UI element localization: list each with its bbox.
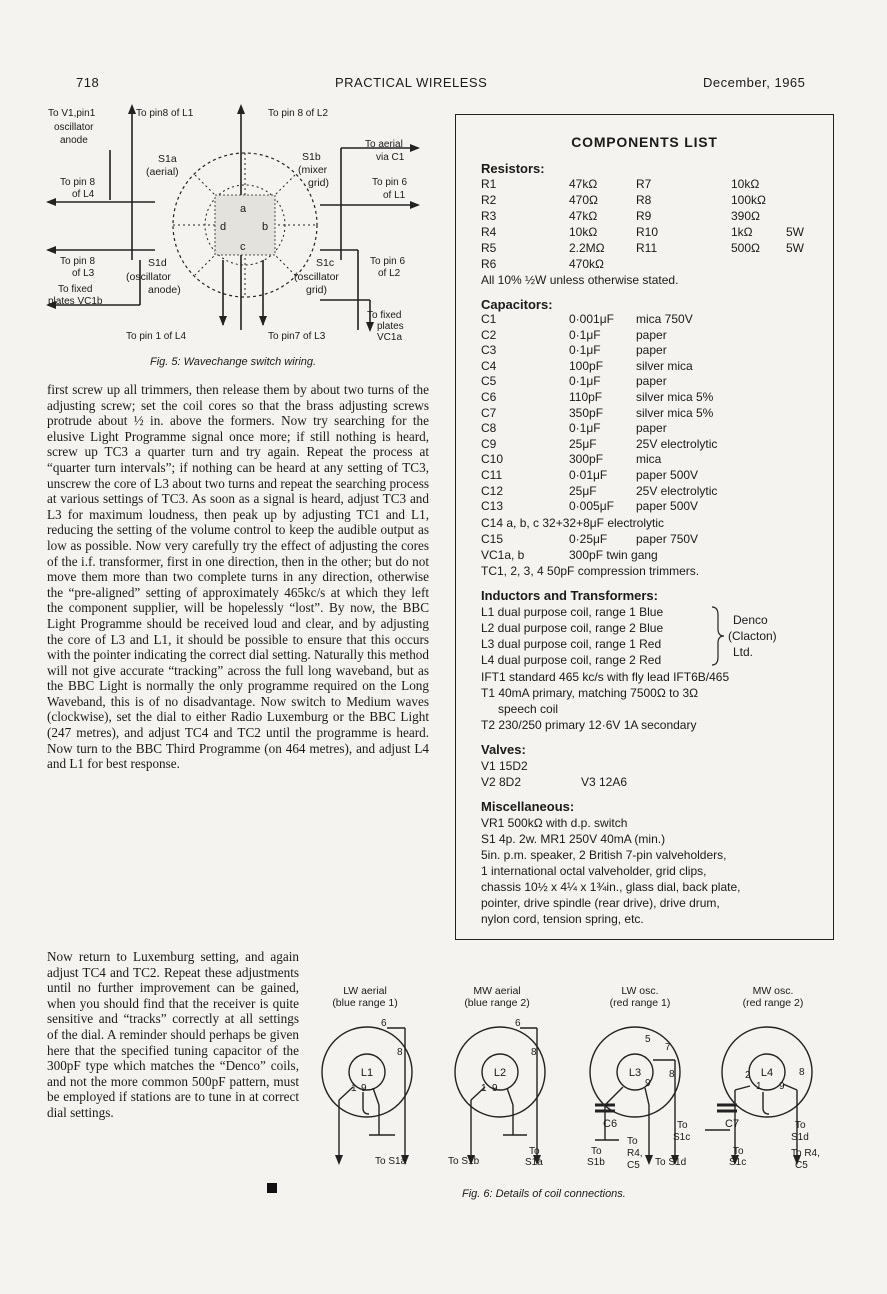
label-pin1l4: To pin 1 of L4	[126, 331, 187, 342]
conn-label: To S1d	[655, 1157, 687, 1168]
label-s1d: S1d	[148, 257, 167, 269]
inductors-heading: Inductors and Transformers:	[481, 588, 658, 603]
pin-label: 6	[515, 1018, 521, 1029]
pin-label: 9	[779, 1081, 785, 1092]
label-pin8l3b: of L3	[72, 268, 95, 279]
label-s1c: S1c	[316, 257, 335, 269]
conn-label: To S1a	[375, 1156, 407, 1167]
ift-line: IFT1 standard 465 kc/s with fly lead IFT6B/465	[481, 670, 730, 684]
label-fixedd: plates	[377, 321, 404, 332]
denco-line1: Denco	[733, 613, 768, 627]
label-aerial: To aerial	[365, 139, 403, 150]
label-s1a: S1a	[158, 153, 177, 165]
label-grid: grid)	[308, 177, 330, 189]
misc-line: pointer, drive spindle (rear drive), drive drum,	[481, 896, 720, 910]
misc-line: S1 4p. 2w. MR1 250V 40mA (min.)	[481, 832, 666, 846]
label-fixede: VC1a	[377, 332, 403, 343]
paragraph: first screw up all trimmers, then release them by about two turns of the adjusting screw; set the coil cores so that the brass adjusting screws protrude about ½ in. above the formers. Now try searching for the elusive Light Programme signal once more; if still nothing is heard, screw up TC3 a quarter turn and try again. Repeat the process at “quarter turn intervals”; if nothing can be heard at any setting of TC3, unscrew the core of L3 about two turns and repeat the searching process at various settings of TC3. As soon as a signal is heard, adjust TC3 and L3 for maximum loudness, then peak up by adjusting TC1 and L1, reducing the setting of the volume control to keep the audible output as low as possible. Now very carefully try the effect of adjusting the cores of the i.f. transformer, first in one direction, then in the other; but do not move them more than two complete turns in any direction, otherwise the “pre-aligned” setting of approximately 465kc/s at which they left the component supplier, will be hopelessly “lost”. By now, the BBC Light Programme should be received loud and clear, and by adjusting the core of L3 and L1, it should be possible to ensure that this occurs with the pointer indicating the correct dial setting. Naturally this method will not give accurate “tracking” across the full long waveband, but as the BBC Light is normally the only programme required on the Long Waveband, this is of no disadvantage. Now switch to Medium waves (clockwise), set the dial to either Radio Luxemburg or the BBC Light (247 metres), and adjust TC4 and TC2 until the programme is heard. Now turn to the BBC Third Programme (on 464 metres), and adjust L4 and L1 for best response.	[47, 382, 429, 772]
end-mark	[267, 1183, 277, 1193]
label-fixedc: To fixed	[367, 310, 402, 321]
conn-label: S1a	[525, 1157, 543, 1168]
issue-date: December, 1965	[703, 75, 806, 90]
inductor-l1: L1 dual purpose coil, range 1 Blue	[481, 605, 664, 619]
pin-label: 8	[669, 1069, 675, 1080]
pin-label: 5	[645, 1034, 651, 1045]
coil-l2-label: L2	[493, 1067, 507, 1079]
t2-line: T2 230/250 primary 12·6V 1A secondary	[481, 718, 697, 732]
coil-title: MW aerial	[473, 985, 521, 997]
article-text-wrap	[47, 949, 299, 1121]
coil-title: (blue range 2)	[464, 997, 530, 1009]
label-pin6l2a: To pin 6	[370, 256, 406, 267]
contact-d: d	[220, 221, 227, 233]
page-number: 718	[76, 75, 100, 90]
label-v1: To V1,pin1	[48, 108, 96, 119]
label-s1b: S1b	[302, 151, 321, 163]
valve-v2: V2 8D2	[481, 775, 522, 789]
misc-heading: Miscellaneous:	[481, 799, 575, 814]
label-pin6l1a: To pin 6	[372, 177, 408, 188]
conn-label: C5	[627, 1160, 640, 1171]
pin-label: 8	[531, 1047, 537, 1058]
label-viac1: via C1	[376, 152, 405, 163]
misc-line: 5in. p.m. speaker, 2 British 7-pin valveholders,	[481, 848, 727, 862]
misc-line: 1 international octal valveholder, grid clips,	[481, 864, 707, 878]
pin-label: 6	[381, 1018, 387, 1029]
inductor-l4: L4 dual purpose coil, range 2 Red	[481, 653, 662, 667]
coil-title: MW osc.	[752, 985, 794, 997]
label-pin6l1b: of L1	[383, 190, 406, 201]
coil-title: (red range 2)	[742, 997, 804, 1009]
t1-line: T1 40mA primary, matching 7500Ω to 3Ω	[481, 686, 699, 700]
label-pin7l3: To pin7 of L3	[268, 331, 326, 342]
resistors-heading: Resistors:	[481, 161, 545, 176]
coil-l3-label: L3	[628, 1067, 642, 1079]
label-osc1: oscillator	[54, 122, 94, 133]
coil-l4-label: L4	[760, 1067, 774, 1079]
contact-b: b	[262, 221, 269, 233]
label-pin8l2: To pin 8 of L2	[268, 108, 329, 119]
pin-label: 1	[481, 1083, 487, 1094]
conn-label: S1b	[587, 1157, 605, 1168]
conn-label: R4,	[627, 1148, 643, 1159]
inductor-l3: L3 dual purpose coil, range 1 Red	[481, 637, 662, 651]
pin-label: 1	[351, 1083, 357, 1094]
coil-l1-label: L1	[360, 1067, 374, 1079]
pin-label: 8	[799, 1067, 805, 1078]
coil-title: LW aerial	[343, 985, 387, 997]
resistors-note: All 10% ½W unless otherwise stated.	[481, 273, 679, 287]
denco-line3: Ltd.	[733, 645, 754, 659]
label-anoded: anode)	[148, 284, 181, 296]
contact-a: a	[240, 203, 247, 215]
pin-label: 7	[665, 1042, 671, 1053]
pin-label: 2	[745, 1070, 751, 1081]
label-fixeda: To fixed	[58, 284, 93, 295]
label-pin8l4b: of L4	[72, 189, 95, 200]
conn-label: To	[627, 1136, 638, 1147]
pin-label: 9	[645, 1078, 651, 1089]
c6-label: C6	[603, 1118, 618, 1130]
conn-label: To	[677, 1120, 688, 1131]
pin-label: 8	[397, 1047, 403, 1058]
conn-label: To	[733, 1146, 744, 1157]
label-oscc: (oscillator	[294, 271, 339, 283]
valve-v3: V3 12A6	[581, 775, 628, 789]
conn-label: To	[795, 1120, 806, 1131]
label-aerialp: (aerial)	[146, 166, 179, 178]
pin-label: 1	[756, 1081, 762, 1092]
valves-heading: Valves:	[481, 742, 526, 757]
label-pin8l3a: To pin 8	[60, 256, 96, 267]
trimmers-line: TC1, 2, 3, 4 50pF compression trimmers.	[481, 564, 700, 578]
misc-line: chassis 10½ x 4¼ x 1¾in., glass dial, back plate,	[481, 880, 741, 894]
coil-connections-diagram	[305, 980, 835, 1180]
conn-label: To	[529, 1146, 540, 1157]
conn-label: C5	[795, 1160, 808, 1171]
conn-label: To R4,	[791, 1148, 820, 1159]
label-pin6l2b: of L2	[378, 268, 401, 279]
c14-line: C14 a, b, c 32+32+8μF electrolytic	[481, 516, 665, 530]
label-anode1: anode	[60, 135, 88, 146]
pin-label: 9	[361, 1083, 367, 1094]
conn-label: S1c	[673, 1132, 691, 1143]
label-oscd: (oscillator	[126, 271, 171, 283]
label-gridc: grid)	[306, 284, 328, 296]
article-text	[47, 382, 429, 772]
c7-label: C7	[725, 1118, 740, 1130]
label-pin8l1: To pin8 of L1	[136, 108, 194, 119]
pin-label: 9	[492, 1083, 498, 1094]
coil-title: LW osc.	[621, 985, 659, 997]
brace	[710, 605, 726, 667]
denco-line2: (Clacton)	[728, 629, 777, 643]
coil-title: (red range 1)	[609, 997, 671, 1009]
journal-title: PRACTICAL WIRELESS	[335, 75, 488, 90]
components-title: COMPONENTS LIST	[571, 134, 718, 150]
label-mixer: (mixer	[298, 164, 328, 176]
misc-line: VR1 500kΩ with d.p. switch	[481, 816, 628, 830]
components-list-box: COMPONENTS LIST Resistors: R1 47kΩ R7 10kΩ R2 470Ω R8 100kΩ R3 47kΩ R9 390Ω R4 10kΩ R10 1kΩ 5W R5 2.2MΩ R11 500Ω 5W R6 470kΩ All 10% ½W unless otherwise stated. Capacitors: C1 0·001μF mica 750V C2 0·1μF paper C3 0·1μF paper C4 100pF silver mica C5 0·1μF paper C6 110pF silver mica 5% C7 350pF silver mica 5% C8 0·1μF paper C9 25μF 25V electrolytic C10 300pF mica C11 0·01μF paper 500V C12 25μF 25V electrolytic C13 0·005μF paper 500V C14 a, b, c 32+32+8μF electrolytic C15 0·25μF paper 750V VC1a, b 300pF twin gang TC1, 2, 3, 4 50pF compression trimmers. Inductors and Transformers: L1 dual purpose coil, range 1 Blue L2 dual purpose coil, range 2 Blue L3 dual purpose coil, range 1 Red L4 dual purpose coil, range 2 Red Denco (Clacton) Ltd. IFT1 standard 465 kc/s with fly lead IFT6B/465 T1 40mA primary, matching 7500Ω to 3Ω speech coil T2 230/250 primary 12·6V 1A secondary Valves: V1 15D2 V2 8D2 V3 12A6 Miscellaneous: VR1 500kΩ with d.p. switch S1 4p. 2w. MR1 250V 40mA (min.) 5in. p.m. speaker, 2 British 7-pin valveholders, 1 international octal valveholder, grid clips, chassis 10½ x 4¼ x 1¾in., glass dial, back plate, pointer, drive spindle (rear drive), drive drum, nylon cord, tension spring, etc.	[455, 114, 834, 940]
valve-v1: V1 15D2	[481, 759, 528, 773]
conn-label: To	[591, 1146, 602, 1157]
t1-line2: speech coil	[498, 702, 559, 716]
capacitors-heading: Capacitors:	[481, 297, 553, 312]
label-pin8l4a: To pin 8	[60, 177, 96, 188]
conn-label: S1d	[791, 1132, 809, 1143]
wavechange-switch-diagram	[40, 100, 450, 380]
fig6-caption: Fig. 6: Details of coil connections.	[462, 1188, 626, 1200]
inductor-l2: L2 dual purpose coil, range 2 Blue	[481, 621, 664, 635]
paragraph: Now return to Luxemburg setting, and again adjust TC4 and TC2. Repeat these adjustments until no further improvement can be gained, when you should find that the receiver is quite sensitive and “tracks” correctly at all settings of the dial. A reminder should perhaps be given here that the specified tuning capacitor of the 300pF type which matches the “Denco” coils, and not the more common 500pF pattern, must be employed if stations are to tune in at correct dial settings.	[47, 949, 299, 1120]
label-fixedb: plates VC1b	[48, 296, 103, 307]
conn-label: To S1b	[448, 1156, 480, 1167]
misc-line: nylon cord, tension spring, etc.	[481, 912, 644, 926]
conn-label: S1c	[729, 1157, 747, 1168]
contact-c: c	[240, 241, 246, 253]
fig5-caption: Fig. 5: Wavechange switch wiring.	[150, 356, 317, 368]
coil-title: (blue range 1)	[332, 997, 398, 1009]
